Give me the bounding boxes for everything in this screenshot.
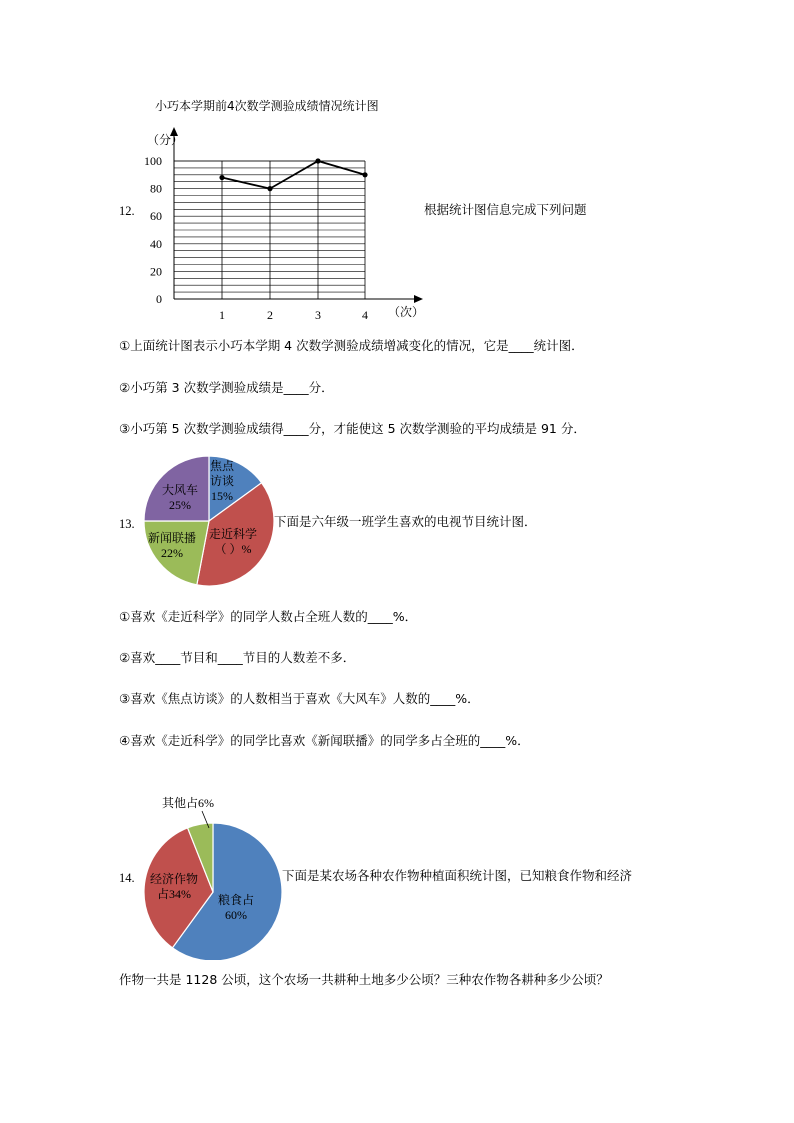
y-tick-label: 80 bbox=[150, 181, 162, 196]
line-chart-title: 小巧本学期前4次数学测验成绩情况统计图 bbox=[155, 99, 379, 113]
x-axis-arrow bbox=[414, 295, 423, 303]
data-point bbox=[219, 175, 224, 180]
q13-side-text: 下面是六年级一班学生喜欢的电视节目统计图． bbox=[274, 514, 537, 529]
pie-slice-label: （ ）% bbox=[214, 542, 252, 556]
pie-slice-label: 大风车 bbox=[161, 483, 199, 497]
q13-sub4: ④喜欢《走近科学》的同学比喜欢《新闻联播》的同学多占全班的____%． bbox=[119, 733, 530, 748]
y-tick-label: 100 bbox=[144, 154, 162, 168]
q12-side-text: 根据统计图信息完成下列问题 bbox=[424, 202, 587, 217]
pie-slice-label: 25% bbox=[169, 498, 191, 512]
x-axis-label: （次） bbox=[388, 305, 425, 319]
line-chart bbox=[120, 120, 440, 325]
question-number-14: 14. bbox=[119, 871, 135, 885]
data-point bbox=[267, 186, 272, 191]
data-point bbox=[362, 172, 367, 177]
q13-sub1: ①喜欢《走近科学》的同学人数占全班人数的____%． bbox=[119, 609, 418, 624]
pie-slice-label: 经济作物 bbox=[149, 872, 199, 886]
tv-programs-pie-chart bbox=[140, 452, 280, 592]
y-tick-label: 60 bbox=[150, 209, 162, 224]
q14-side-text: 下面是某农场各种农作物种植面积统计图，已知粮食作物和经济 bbox=[282, 868, 633, 883]
pie-slice-label: 60% bbox=[225, 908, 247, 922]
question-number-12: 12. bbox=[119, 204, 135, 218]
pie-slice-label: 走近科学 bbox=[208, 527, 258, 541]
y-axis-label: （分） bbox=[147, 133, 184, 147]
data-point bbox=[315, 158, 320, 163]
x-tick-label: 3 bbox=[315, 308, 321, 322]
x-tick-label: 1 bbox=[219, 308, 225, 322]
pie-slice-label: 15% bbox=[211, 489, 233, 503]
pie-slice-label: 粮食占 bbox=[217, 893, 255, 907]
pie-slice-label: 占34% bbox=[157, 887, 191, 901]
line-chart-grid bbox=[174, 161, 365, 292]
q13-sub2: ②喜欢____节目和____节目的人数差不多． bbox=[119, 650, 356, 665]
q14-cont-text: 作物一共是 1128 公顷，这个农场一共耕种土地多少公顷？三种农作物各耕种多少公顷？ bbox=[119, 972, 609, 987]
q13-sub3: ③喜欢《焦点访谈》的人数相当于喜欢《大风车》人数的____%． bbox=[119, 691, 480, 706]
crops-pie-chart bbox=[130, 790, 290, 960]
pie-slice-label: 访谈 bbox=[209, 474, 235, 488]
x-tick-label: 4 bbox=[362, 308, 368, 322]
pie-slice-label: 22% bbox=[161, 546, 183, 560]
y-tick-label: 0 bbox=[156, 292, 162, 306]
y-tick-label: 40 bbox=[150, 236, 162, 251]
y-tick-label: 20 bbox=[150, 264, 162, 279]
x-tick-label: 2 bbox=[267, 308, 273, 322]
pie-slice-label: 新闻联播 bbox=[147, 531, 197, 545]
question-number-13: 13. bbox=[119, 517, 135, 531]
q12-sub1: ①上面统计图表示小巧本学期 4 次数学测验成绩增减变化的情况，它是____统计图． bbox=[119, 338, 584, 353]
q12-sub2: ②小巧第 3 次数学测验成绩是____分． bbox=[119, 380, 334, 395]
q12-sub3: ③小巧第 5 次数学测验成绩得____分，才能使这 5 次数学测验的平均成绩是 91 分． bbox=[119, 421, 586, 436]
pie-slice-label: 其他占6% bbox=[162, 796, 214, 810]
pie-slice-label: 焦点 bbox=[209, 459, 235, 473]
